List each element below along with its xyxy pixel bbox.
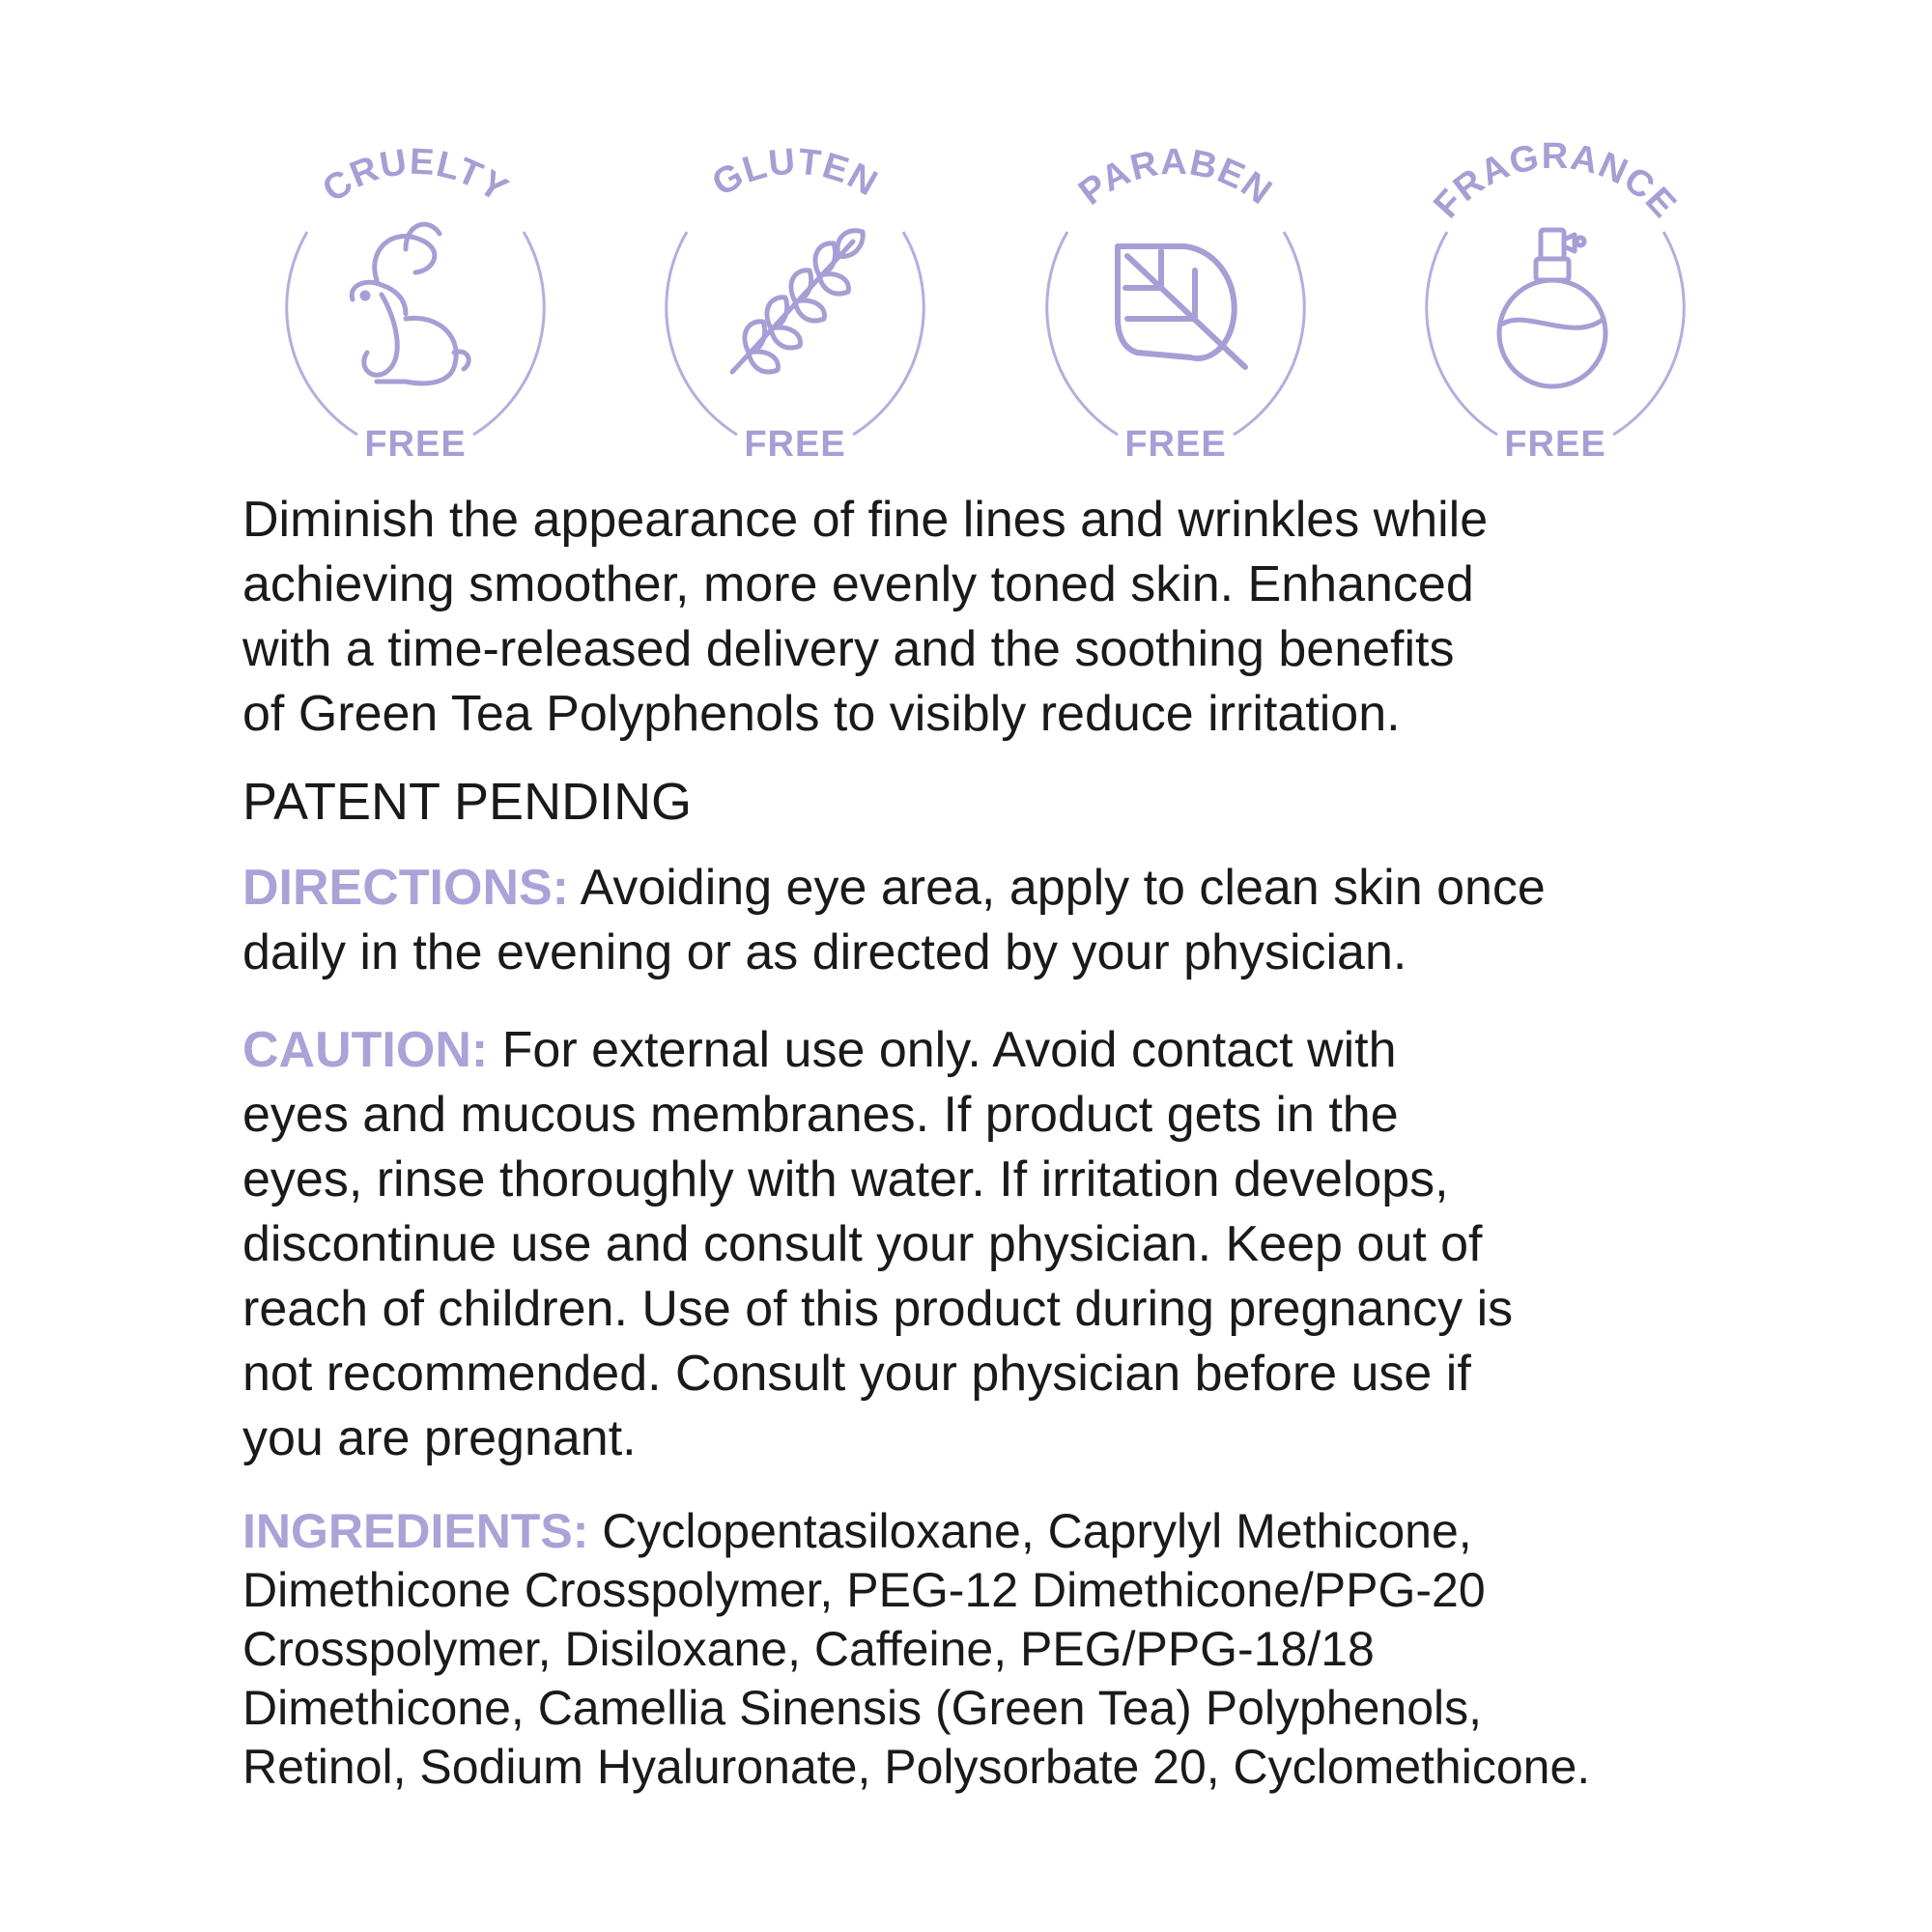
directions-text: Avoiding eye area, apply to clean skin once daily in the evening or as directed by your physician. bbox=[242, 860, 1546, 980]
free-from-badges bbox=[261, 126, 1710, 473]
badge-ring bbox=[1046, 232, 1117, 435]
fragrance-free-badge bbox=[1401, 126, 1710, 473]
caution-text: For external use only. Avoid contact with eyes and mucous membranes. If product gets in the eyes, rinse thoroughly with water. If irritation develops, discontinue use and consult your physician. Keep out of reach of children. Use of this product during pregnancy is not recommended. Consult your physician before use if you are pregnant. bbox=[242, 1022, 1514, 1466]
badge-bottom-label: FREE bbox=[1504, 424, 1606, 465]
gluten-free-badge bbox=[640, 126, 950, 473]
badge-ring bbox=[1613, 232, 1684, 435]
badge-top-label: FRAGRANCE bbox=[1426, 136, 1685, 227]
wheat-icon bbox=[732, 231, 863, 372]
cruelty-free-badge bbox=[261, 126, 570, 473]
badge-ring bbox=[1427, 232, 1497, 435]
badge-ring bbox=[1234, 232, 1304, 435]
ingredients-label: INGREDIENTS: bbox=[242, 1504, 589, 1558]
product-label-text bbox=[242, 488, 1788, 1797]
badge-top-label: GLUTEN bbox=[705, 141, 885, 205]
leaf-icon bbox=[1118, 246, 1245, 367]
product-description: Diminish the appearance of fine lines and wrinkles while achieving smoother, more evenly toned skin. Enhanced with a time-released delivery and the soothing benefits of Green Tea Polyphenols to visibly reduce irritation. bbox=[242, 492, 1489, 742]
directions-section bbox=[242, 856, 1788, 985]
ingredients-section bbox=[242, 1502, 1788, 1797]
badge-top-label: CRUELTY bbox=[315, 141, 516, 212]
rabbit-icon bbox=[352, 224, 469, 384]
badge-ring bbox=[287, 232, 357, 435]
caution-label: CAUTION: bbox=[242, 1022, 489, 1078]
paraben-free-badge bbox=[1021, 126, 1330, 473]
perfume-bottle-icon bbox=[1499, 230, 1605, 386]
directions-label: DIRECTIONS: bbox=[242, 860, 569, 916]
badge-ring bbox=[473, 232, 544, 435]
ingredients-text: Cyclopentasiloxane, Caprylyl Methicone, Dimethicone Crosspolymer, PEG-12 Dimethicone/PPG-20 Crosspolymer, Disiloxane, Caffeine, PEG/PPG-18/18 Dimethicone, Camellia Sinensis (Green Tea) Polyphenols, Retinol, Sodium Hyaluronate, Polysorbate 20, Cyclomethicone. bbox=[242, 1504, 1591, 1794]
badge-bottom-label: FREE bbox=[744, 424, 847, 465]
badge-ring bbox=[667, 232, 737, 435]
badge-bottom-label: FREE bbox=[364, 424, 467, 465]
badge-bottom-label: FREE bbox=[1123, 424, 1227, 465]
badge-top-label: PARABEN bbox=[1070, 141, 1280, 213]
caution-section bbox=[242, 1018, 1788, 1471]
patent-notice: PATENT PENDING bbox=[242, 773, 693, 831]
badge-ring bbox=[853, 232, 923, 435]
